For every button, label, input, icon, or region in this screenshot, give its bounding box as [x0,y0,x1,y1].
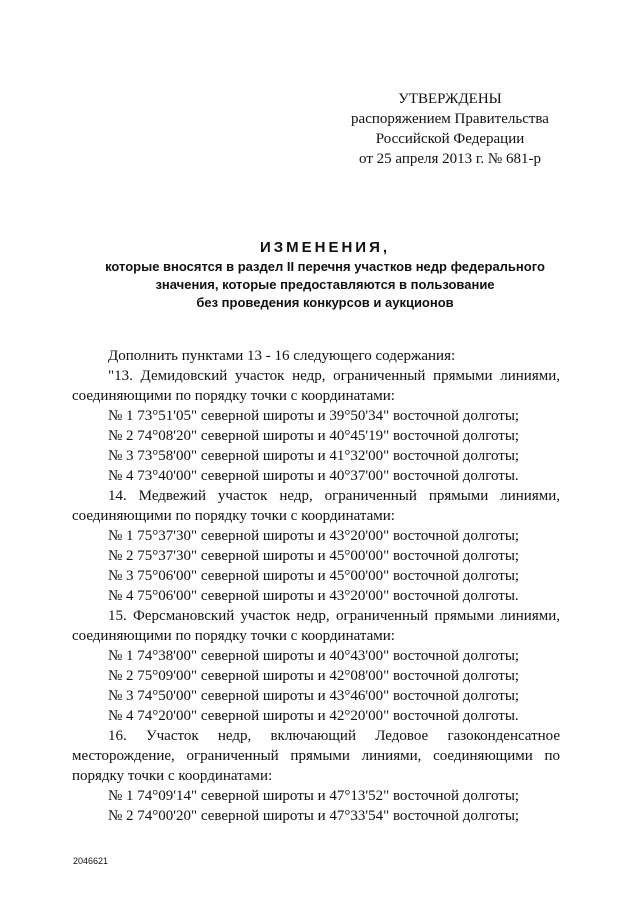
coordinate-point: № 4 73°40'00" северной широты и 40°37'00" восточной долготы. [108,468,519,484]
coordinate-point: № 3 74°50'00" северной широты и 43°46'00" восточной долготы; [108,688,520,704]
item-15-first-line: 15. Ферсмановский участок недр, ограниченный прямыми линиями, [108,608,560,624]
coordinate-point: № 3 73°58'00" северной широты и 41°32'00" восточной долготы; [108,448,520,464]
item-14-first-line: 14. Медвежий участок недр, ограниченный прямыми линиями, [108,488,560,504]
approval-title: УТВЕРЖДЕНЫ [398,91,502,107]
item-16-second-line: месторождение, ограниченный прямыми линиями, соединяющими по [72,748,560,764]
footer-document-code: 2046621 [73,856,109,866]
heading-line: значения, которые предоставляются в пользование [155,277,495,292]
approval-line: Российской Федерации [375,131,525,147]
item-16-third-line: порядку точки с координатами: [72,768,273,784]
approval-line: распоряжением Правительства [351,111,549,127]
item-15-second-line: соединяющими по порядку точки с координатами: [72,628,395,644]
coordinate-point: № 1 73°51'05" северной широты и 39°50'34" восточной долготы; [108,408,520,424]
heading-title: ИЗМЕНЕНИЯ, [259,239,391,256]
item-16-first-line: 16. Участок недр, включающий Ледовое газоконденсатное [108,728,560,744]
coordinate-point: № 2 75°37'30" северной широты и 45°00'00" восточной долготы; [108,548,520,564]
coordinate-point: № 2 74°08'20" северной широты и 40°45'19" восточной долготы; [108,428,520,444]
item-13-first-line: "13. Демидовский участок недр, ограниченный прямыми линиями, [108,368,560,384]
coordinate-point: № 4 75°06'00" северной широты и 43°20'00" восточной долготы. [108,588,519,604]
coordinate-point: № 3 75°06'00" северной широты и 45°00'00" восточной долготы; [108,568,520,584]
intro-paragraph: Дополнить пунктами 13 - 16 следующего содержания: [108,348,456,364]
heading-line: без проведения конкурсов и аукционов [196,295,454,310]
document-body [72,346,560,826]
coordinate-point: № 2 75°09'00" северной широты и 42°08'00" восточной долготы; [108,668,520,684]
coordinate-point: № 1 75°37'30" северной широты и 43°20'00" восточной долготы; [108,528,520,544]
coordinate-point: № 1 74°38'00" северной широты и 40°43'00" восточной долготы; [108,648,520,664]
item-13-second-line: соединяющими по порядку точки с координатами: [72,388,395,404]
item-14-second-line: соединяющими по порядку точки с координатами: [72,508,395,524]
document-heading [60,238,590,312]
approval-line: от 25 апреля 2013 г. № 681-р [359,151,541,167]
coordinate-point: № 1 74°09'14" северной широты и 47°13'52" восточной долготы; [108,788,520,804]
coordinate-point: № 2 74°00'20" северной широты и 47°33'54" восточной долготы; [108,808,520,824]
approval-block [330,89,570,169]
heading-line: которые вносятся в раздел II перечня участков недр федерального [105,259,545,274]
coordinate-point: № 4 74°20'00" северной широты и 42°20'00" восточной долготы. [108,708,519,724]
